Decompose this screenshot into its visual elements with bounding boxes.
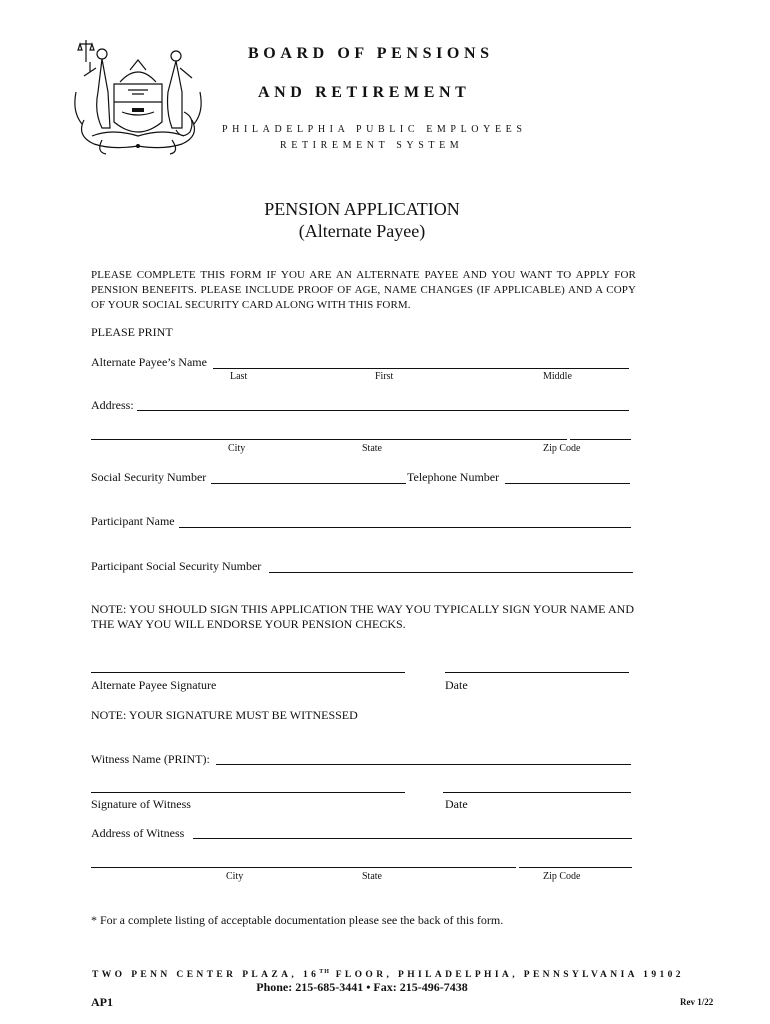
address-label: Address: — [91, 398, 134, 412]
witness-city-state-field[interactable] — [91, 867, 516, 868]
witness-zip-field[interactable] — [519, 867, 632, 868]
header-public-employees: PHILADELPHIA PUBLIC EMPLOYEES — [222, 124, 527, 135]
witness-address-line-field[interactable] — [193, 838, 632, 839]
participant-name-label: Participant Name — [91, 514, 175, 528]
payee-name-field[interactable] — [213, 368, 629, 369]
addr-sub-zip: Zip Code — [543, 443, 581, 454]
signature-note: NOTE: YOU SHOULD SIGN THIS APPLICATION THE WAY YOU TYPICALLY SIGN YOUR NAME AND THE WAY YOU WILL ENDORSE YOUR PENSION CHECKS. — [91, 602, 634, 631]
payee-signature-field[interactable] — [91, 672, 405, 673]
name-sub-middle: Middle — [543, 371, 572, 382]
form-subtitle: (Alternate Payee) — [298, 221, 426, 241]
witness-name-field[interactable] — [216, 764, 631, 765]
witness-note: NOTE: YOUR SIGNATURE MUST BE WITNESSED — [91, 708, 358, 722]
witness-signature-field[interactable] — [91, 792, 405, 793]
header-board-of-pensions: BOARD OF PENSIONS — [248, 45, 494, 62]
payee-name-label: Alternate Payee’s Name — [91, 355, 207, 369]
form-code: AP1 — [91, 995, 113, 1009]
name-sub-last: Last — [230, 371, 248, 382]
ssn-label: Social Security Number — [91, 470, 207, 484]
participant-name-field[interactable] — [179, 527, 631, 528]
witness-sub-zip: Zip Code — [543, 871, 581, 882]
documentation-footnote: * For a complete listing of acceptable documentation please see the back of this form. — [91, 913, 504, 927]
revision-label: Rev 1/22 — [680, 997, 714, 1007]
header-and-retirement: AND RETIREMENT — [258, 84, 471, 101]
form-title: PENSION APPLICATION — [264, 199, 460, 219]
header-retirement-system: RETIREMENT SYSTEM — [280, 140, 464, 151]
payee-signature-label: Alternate Payee Signature — [91, 678, 217, 692]
witness-name-label: Witness Name (PRINT): — [91, 752, 210, 766]
payee-date-label: Date — [445, 678, 468, 692]
footer-contact: Phone: 215-685-3441 • Fax: 215-496-7438 — [256, 980, 468, 994]
address-zip-field[interactable] — [570, 439, 631, 440]
address-line-1-field[interactable] — [137, 410, 629, 411]
name-sub-first: First — [375, 371, 394, 382]
participant-ssn-label: Participant Social Security Number — [91, 559, 262, 573]
telephone-field[interactable] — [505, 483, 630, 484]
address-city-state-field[interactable] — [91, 439, 567, 440]
witness-address-label: Address of Witness — [91, 826, 185, 840]
witness-sub-city: City — [226, 871, 244, 882]
please-print-label: PLEASE PRINT — [91, 325, 173, 339]
ssn-field[interactable] — [211, 483, 406, 484]
payee-signature-date-field[interactable] — [445, 672, 629, 673]
addr-sub-state: State — [362, 443, 382, 454]
footer-address: TWO PENN CENTER PLAZA, 16TH FLOOR, PHILADELPHIA, PENNSYLVANIA 19102 — [92, 969, 684, 981]
witness-signature-label: Signature of Witness — [91, 797, 191, 811]
city-seal-logo — [72, 32, 204, 158]
witness-date-field[interactable] — [443, 792, 631, 793]
telephone-label: Telephone Number — [407, 470, 500, 484]
intro-instructions: PLEASE COMPLETE THIS FORM IF YOU ARE AN ALTERNATE PAYEE AND YOU WANT TO APPLY FOR PENSION BENEFITS. PLEASE INCLUDE PROOF OF AGE, NAME CHANGES (IF APPLICABLE) AND A COPY OF YOUR SOCIAL SECURITY CARD ALONG WITH THIS FORM. — [91, 269, 636, 311]
addr-sub-city: City — [228, 443, 246, 454]
participant-ssn-field[interactable] — [269, 572, 633, 573]
witness-sub-state: State — [362, 871, 382, 882]
witness-date-label: Date — [445, 797, 468, 811]
